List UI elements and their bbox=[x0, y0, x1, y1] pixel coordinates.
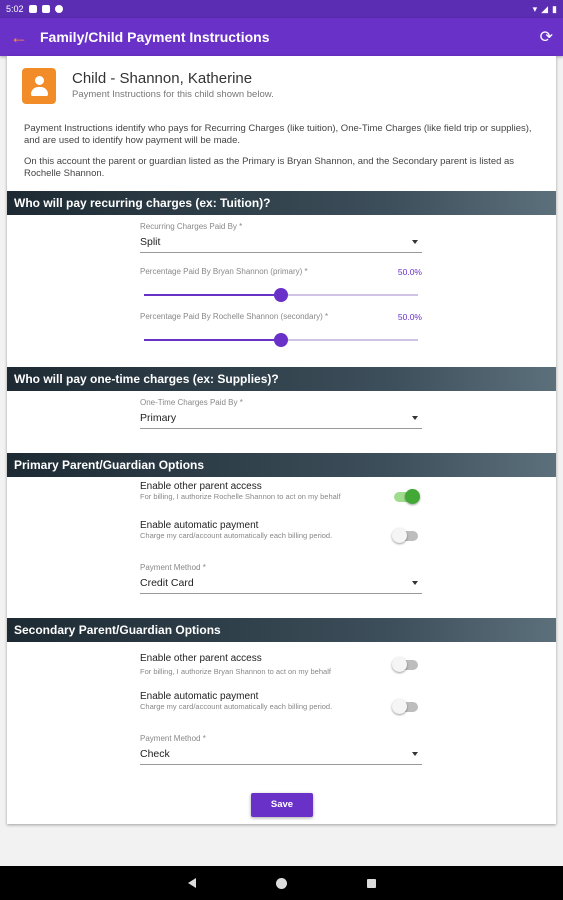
status-time: 5:02 bbox=[6, 4, 24, 14]
secondary-auto-desc: Charge my card/account automatically each billing period. bbox=[140, 702, 333, 711]
chevron-down-icon bbox=[412, 240, 418, 244]
sync-icon bbox=[55, 5, 63, 13]
status-bar bbox=[0, 0, 563, 18]
battery-icon: ▮ bbox=[552, 3, 557, 14]
refresh-icon[interactable]: ⟳ bbox=[539, 29, 553, 46]
primary-options-heading: Primary Parent/Guardian Options bbox=[7, 453, 556, 477]
recurring-paid-by-label: Recurring Charges Paid By * bbox=[140, 222, 243, 231]
secondary-access-desc: For billing, I authorize Bryan Shannon to act on my behalf bbox=[140, 667, 331, 676]
primary-percentage-value: 50.0% bbox=[397, 267, 422, 277]
signal-icon: ◢ bbox=[541, 3, 549, 14]
child-name: Child - Shannon, Katherine bbox=[72, 70, 253, 87]
primary-payment-method-select[interactable] bbox=[140, 563, 422, 594]
secondary-slider-fill bbox=[144, 339, 281, 341]
secondary-payment-method-select[interactable] bbox=[140, 734, 422, 765]
primary-access-desc: For billing, I authorize Rochelle Shannon to act on my behalf bbox=[140, 492, 341, 501]
onetime-paid-by-label: One-Time Charges Paid By * bbox=[140, 398, 243, 407]
primary-auto-title: Enable automatic payment bbox=[140, 520, 259, 531]
save-button[interactable]: Save bbox=[251, 793, 313, 817]
system-nav-bar bbox=[0, 866, 563, 900]
intro-paragraph: Payment Instructions identify who pays for Recurring Charges (like tuition), One-Time Charges (like field trip or supplies), and are used to identify how payment will be made. bbox=[24, 123, 532, 146]
secondary-slider-thumb[interactable] bbox=[274, 333, 288, 347]
primary-slider-fill bbox=[144, 294, 281, 296]
sd-card-icon bbox=[42, 5, 50, 13]
secondary-access-title: Enable other parent access bbox=[140, 653, 262, 664]
onetime-section-heading: Who will pay one-time charges (ex: Supplies)? bbox=[7, 367, 556, 391]
primary-payment-method-value: Credit Card bbox=[140, 577, 194, 589]
back-arrow-icon[interactable]: ← bbox=[10, 26, 28, 47]
recurring-paid-by-select[interactable] bbox=[140, 222, 422, 253]
nav-back-icon[interactable] bbox=[188, 878, 196, 888]
primary-percentage-label: Percentage Paid By Bryan Shannon (primary) * bbox=[140, 267, 308, 276]
primary-access-toggle[interactable] bbox=[394, 492, 418, 502]
primary-slider-thumb[interactable] bbox=[274, 288, 288, 302]
secondary-percentage-label: Percentage Paid By Rochelle Shannon (secondary) * bbox=[140, 312, 329, 321]
recurring-paid-by-value: Split bbox=[140, 236, 161, 248]
child-subtitle: Payment Instructions for this child shown below. bbox=[72, 89, 274, 100]
onetime-paid-by-value: Primary bbox=[140, 412, 177, 424]
primary-payment-method-label: Payment Method * bbox=[140, 563, 206, 572]
app-bar bbox=[0, 18, 563, 56]
secondary-slider-track[interactable] bbox=[144, 339, 418, 341]
secondary-options-heading: Secondary Parent/Guardian Options bbox=[7, 618, 556, 642]
secondary-percentage-value: 50.0% bbox=[397, 312, 422, 322]
secondary-auto-title: Enable automatic payment bbox=[140, 691, 259, 702]
primary-slider-track[interactable] bbox=[144, 294, 418, 296]
secondary-payment-method-value: Check bbox=[140, 748, 170, 760]
primary-access-title: Enable other parent access bbox=[140, 481, 262, 492]
primary-auto-toggle[interactable] bbox=[394, 531, 418, 541]
payment-instructions-card bbox=[7, 56, 556, 824]
chevron-down-icon bbox=[412, 581, 418, 585]
primary-auto-row bbox=[140, 520, 422, 556]
onetime-paid-by-select[interactable] bbox=[140, 398, 422, 429]
account-paragraph: On this account the parent or guardian listed as the Primary is Bryan Shannon, and the Secondary parent is listed as Rochelle Shannon. bbox=[24, 156, 515, 179]
nav-home-icon[interactable] bbox=[276, 878, 287, 889]
recurring-section-heading: Who will pay recurring charges (ex: Tuition)? bbox=[7, 191, 556, 215]
nav-recents-icon[interactable] bbox=[367, 879, 376, 888]
secondary-access-toggle[interactable] bbox=[394, 660, 418, 670]
child-avatar-icon bbox=[22, 68, 56, 104]
secondary-percentage-slider[interactable] bbox=[140, 312, 422, 352]
child-header bbox=[22, 68, 274, 104]
primary-access-row bbox=[140, 481, 422, 517]
primary-percentage-slider[interactable] bbox=[140, 267, 422, 307]
secondary-payment-method-label: Payment Method * bbox=[140, 734, 206, 743]
primary-auto-desc: Charge my card/account automatically each billing period. bbox=[140, 531, 333, 540]
chevron-down-icon bbox=[412, 416, 418, 420]
chevron-down-icon bbox=[412, 752, 418, 756]
secondary-auto-toggle[interactable] bbox=[394, 702, 418, 712]
page-title: Family/Child Payment Instructions bbox=[40, 29, 270, 45]
wifi-icon: ▾ bbox=[532, 3, 538, 14]
secondary-auto-row bbox=[140, 691, 422, 727]
secondary-access-row bbox=[140, 653, 422, 683]
notification-icon bbox=[29, 5, 37, 13]
